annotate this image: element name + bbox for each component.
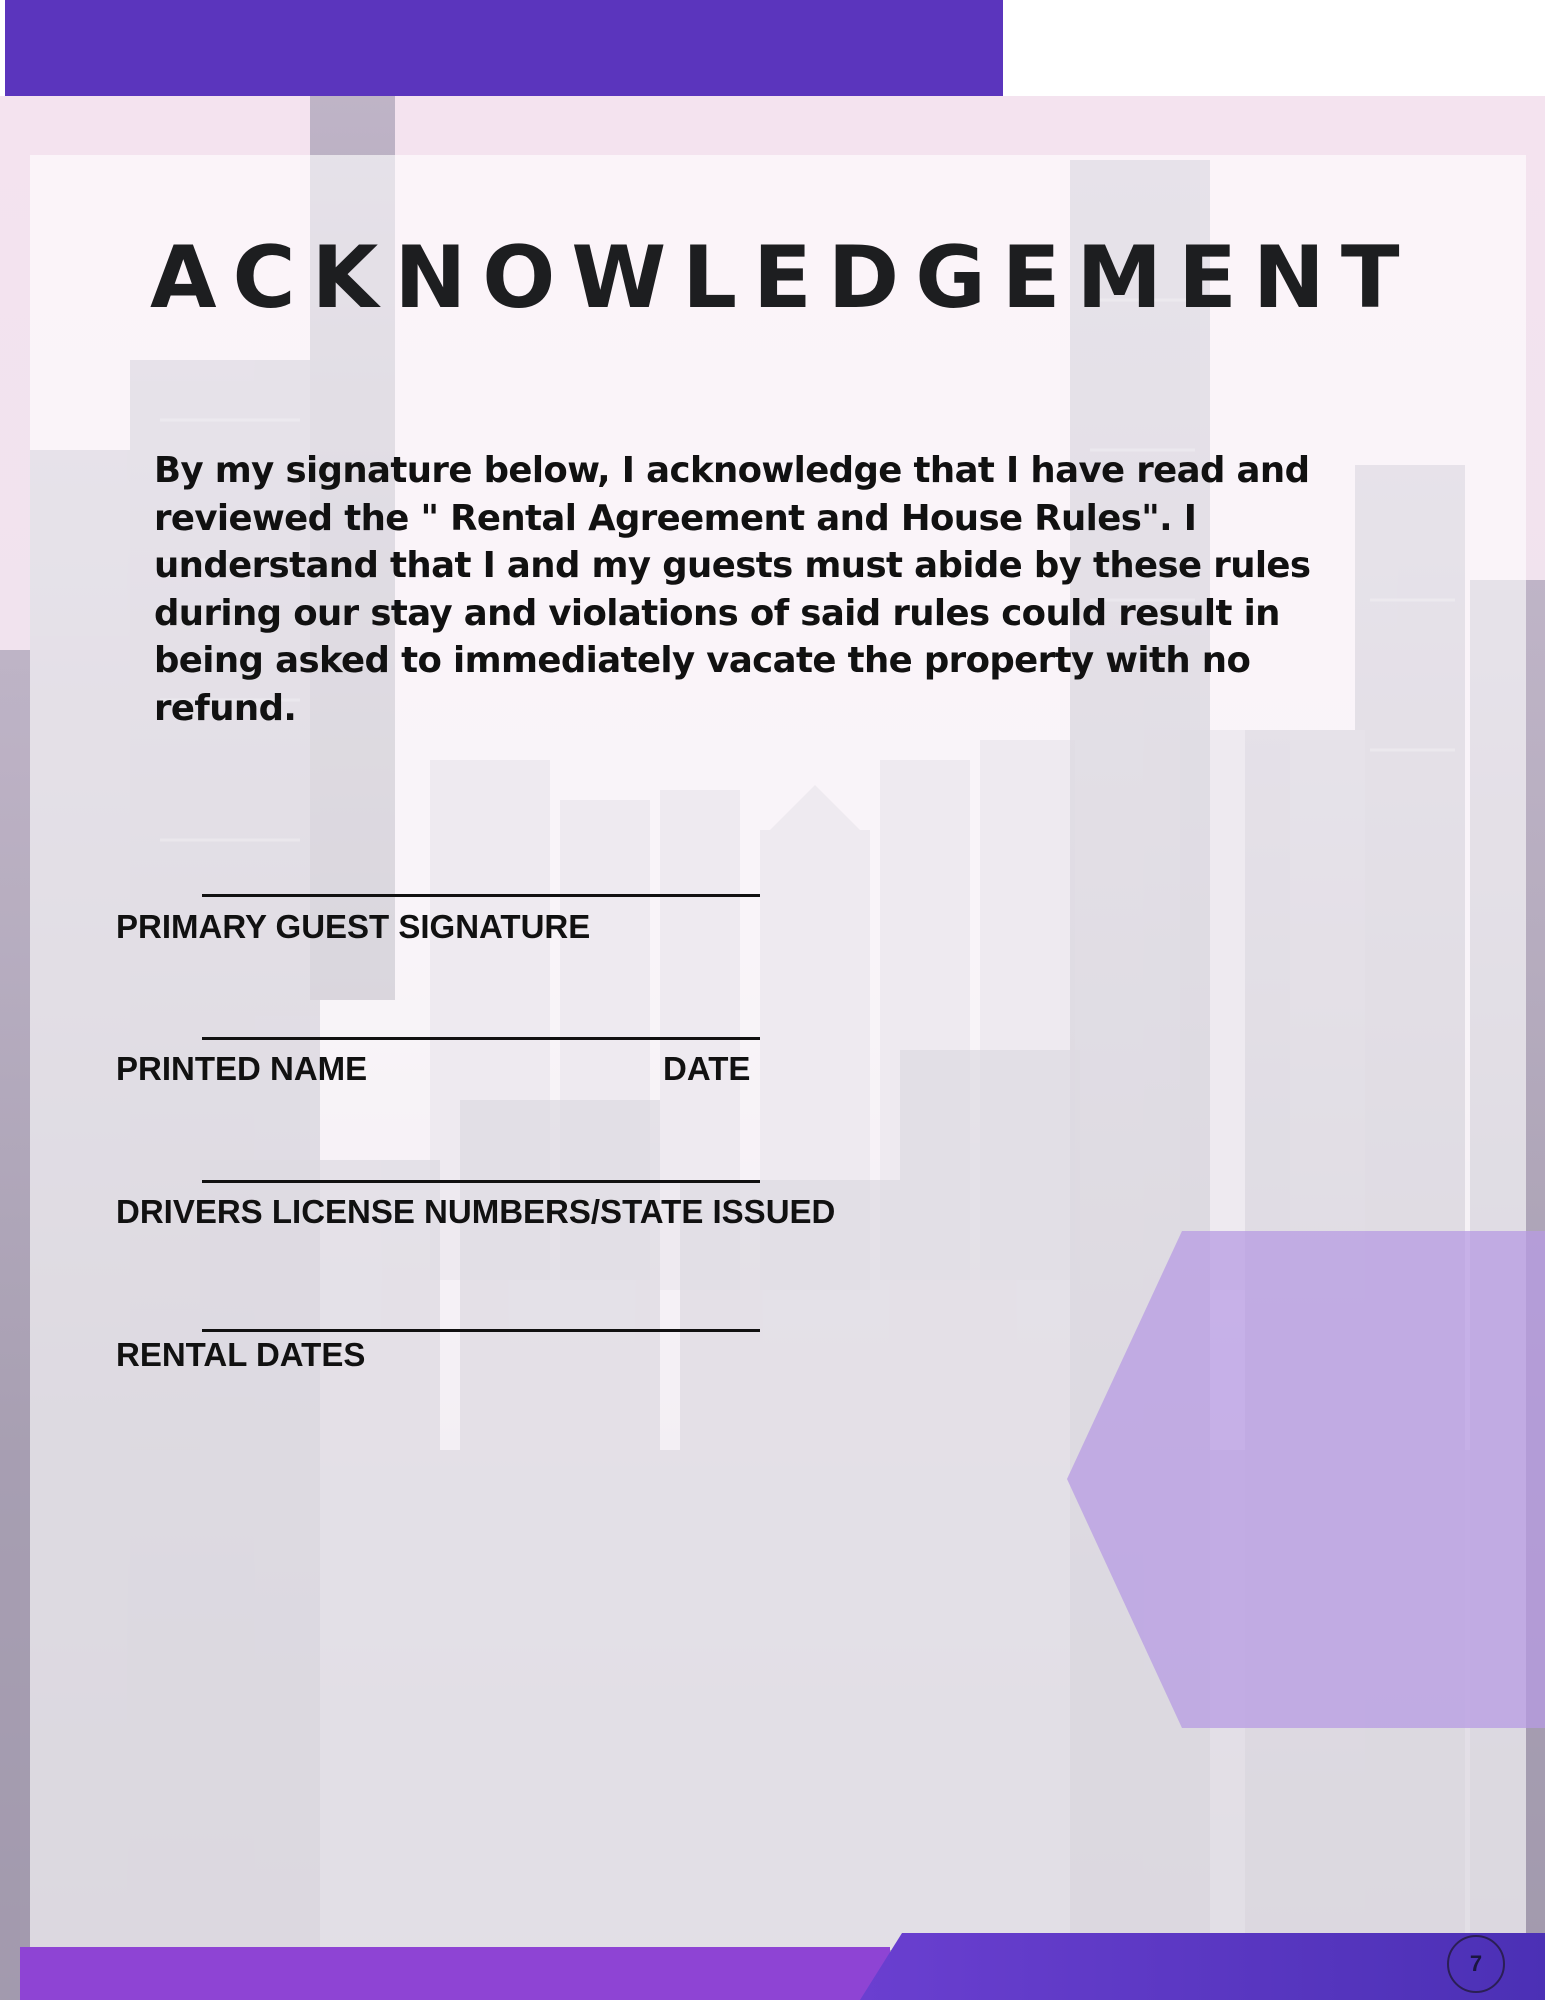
top-accent-bar bbox=[5, 0, 1003, 96]
primary-signature-label: PRIMARY GUEST SIGNATURE bbox=[116, 908, 591, 945]
printed-name-line[interactable] bbox=[202, 1037, 760, 1040]
printed-name-label: PRINTED NAME bbox=[116, 1050, 368, 1087]
footer-accent-left bbox=[20, 1947, 890, 2000]
acknowledgement-statement: By my signature below, I acknowledge that I have read and reviewed the " Rental Agreement and House Rules". I understand that I and my guests must abide by these rules during our stay and violations of said rules could result in being asked to immediately vacate the property with no refund. bbox=[154, 450, 1311, 729]
page-number: 7 bbox=[1469, 1951, 1483, 1976]
rental-dates-line[interactable] bbox=[202, 1329, 760, 1332]
page-title: ACKNOWLEDGEMENT bbox=[150, 228, 1416, 328]
drivers-license-label: DRIVERS LICENSE NUMBERS/STATE ISSUED bbox=[116, 1193, 836, 1230]
rental-dates-label: RENTAL DATES bbox=[116, 1336, 366, 1373]
primary-signature-line[interactable] bbox=[202, 894, 760, 897]
page-number-badge bbox=[1447, 1935, 1505, 1993]
drivers-license-line[interactable] bbox=[202, 1180, 760, 1183]
date-label: DATE bbox=[663, 1050, 751, 1087]
footer-accent-right bbox=[860, 1933, 1545, 2000]
decorative-hexagon bbox=[1067, 1231, 1545, 1728]
